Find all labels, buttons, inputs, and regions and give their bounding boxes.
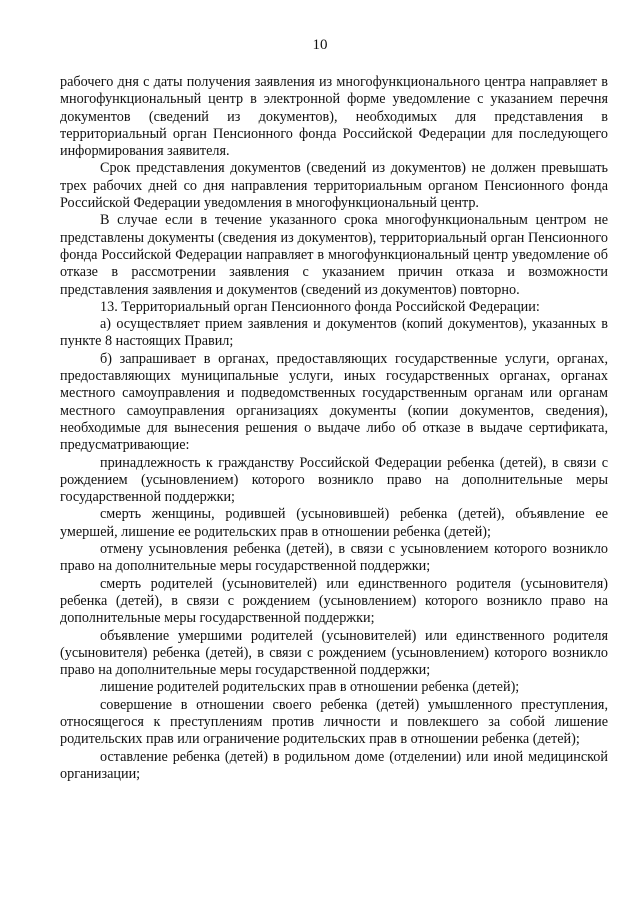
paragraph: Срок представления документов (сведений из документов) не должен превышать трех рабочих дней со дня направления территориальным органом Пенсионного фонда Российской Федерации уведомления в многофункциональный центр. [60,160,608,212]
sub-item: принадлежность к гражданству Российской Федерации ребенка (детей), в связи с рождением (усыновлением) которого возникло право на дополнительные меры государственной поддержки; [60,454,608,506]
list-item: а) осуществляет прием заявления и документов (копий документов), указанных в пункте 8 настоящих Правил; [60,316,608,350]
list-item: б) запрашивает в органах, предоставляющих государственные услуги, органах, предоставляющих муниципальные услуги, иных государственных органах, органах местного самоуправления и подведомственных государственным органам или органам местного самоуправления организациях документы (копии документов, сведения), необходимые для вынесения решения о выдаче либо об отказе в выдаче сертификата, предусматривающие: [60,350,608,454]
sub-item: отмену усыновления ребенка (детей), в связи с усыновлением которого возникло право на дополнительные меры государственной поддержки; [60,541,608,575]
document-body [60,74,608,783]
sub-item: лишение родителей родительских прав в отношении ребенка (детей); [100,679,520,696]
sub-item: оставление ребенка (детей) в родильном доме (отделении) или иной медицинской организации; [60,748,608,782]
section-heading: 13. Территориальный орган Пенсионного фонда Российской Федерации: [100,298,540,315]
sub-item: смерть родителей (усыновителей) или единственного родителя (усыновителя) ребенка (детей), в связи с рождением (усыновлением) которого возникло право на дополнительные меры государственной поддержки; [60,575,608,627]
sub-item: смерть женщины, родившей (усыновившей) ребенка (детей), объявление ее умершей, лишение ее родительских прав в отношении ребенка (детей); [60,506,608,540]
sub-item: объявление умершими родителей (усыновителей) или единственного родителя (усыновителя) ребенка (детей), в связи с рождением (усыновлением) которого возникло право на дополнительные меры государственной поддержки; [60,627,608,679]
sub-item: совершение в отношении своего ребенка (детей) умышленного преступления, относящегося к преступлениям против личности и повлекшего за собой лишение родительских прав или ограничение родительских прав в отношении ребенка (детей); [60,696,608,748]
paragraph: В случае если в течение указанного срока многофункциональным центром не представлены документы (сведения из документов), территориальный орган Пенсионного фонда Российской Федерации направляет в многофункциональный центр уведомление об отказе в рассмотрении заявления с указанием причин отказа и возможности представления заявления и документов (сведений из документов) повторно. [60,212,608,298]
paragraph: рабочего дня с даты получения заявления из многофункционального центра направляет в многофункциональный центр в электронной форме уведомление с указанием перечня документов (сведений из документов), необходимых для представления в территориальный орган Пенсионного фонда Российской Федерации для последующего информирования заявителя. [60,74,608,160]
page-number: 10 [312,37,328,53]
